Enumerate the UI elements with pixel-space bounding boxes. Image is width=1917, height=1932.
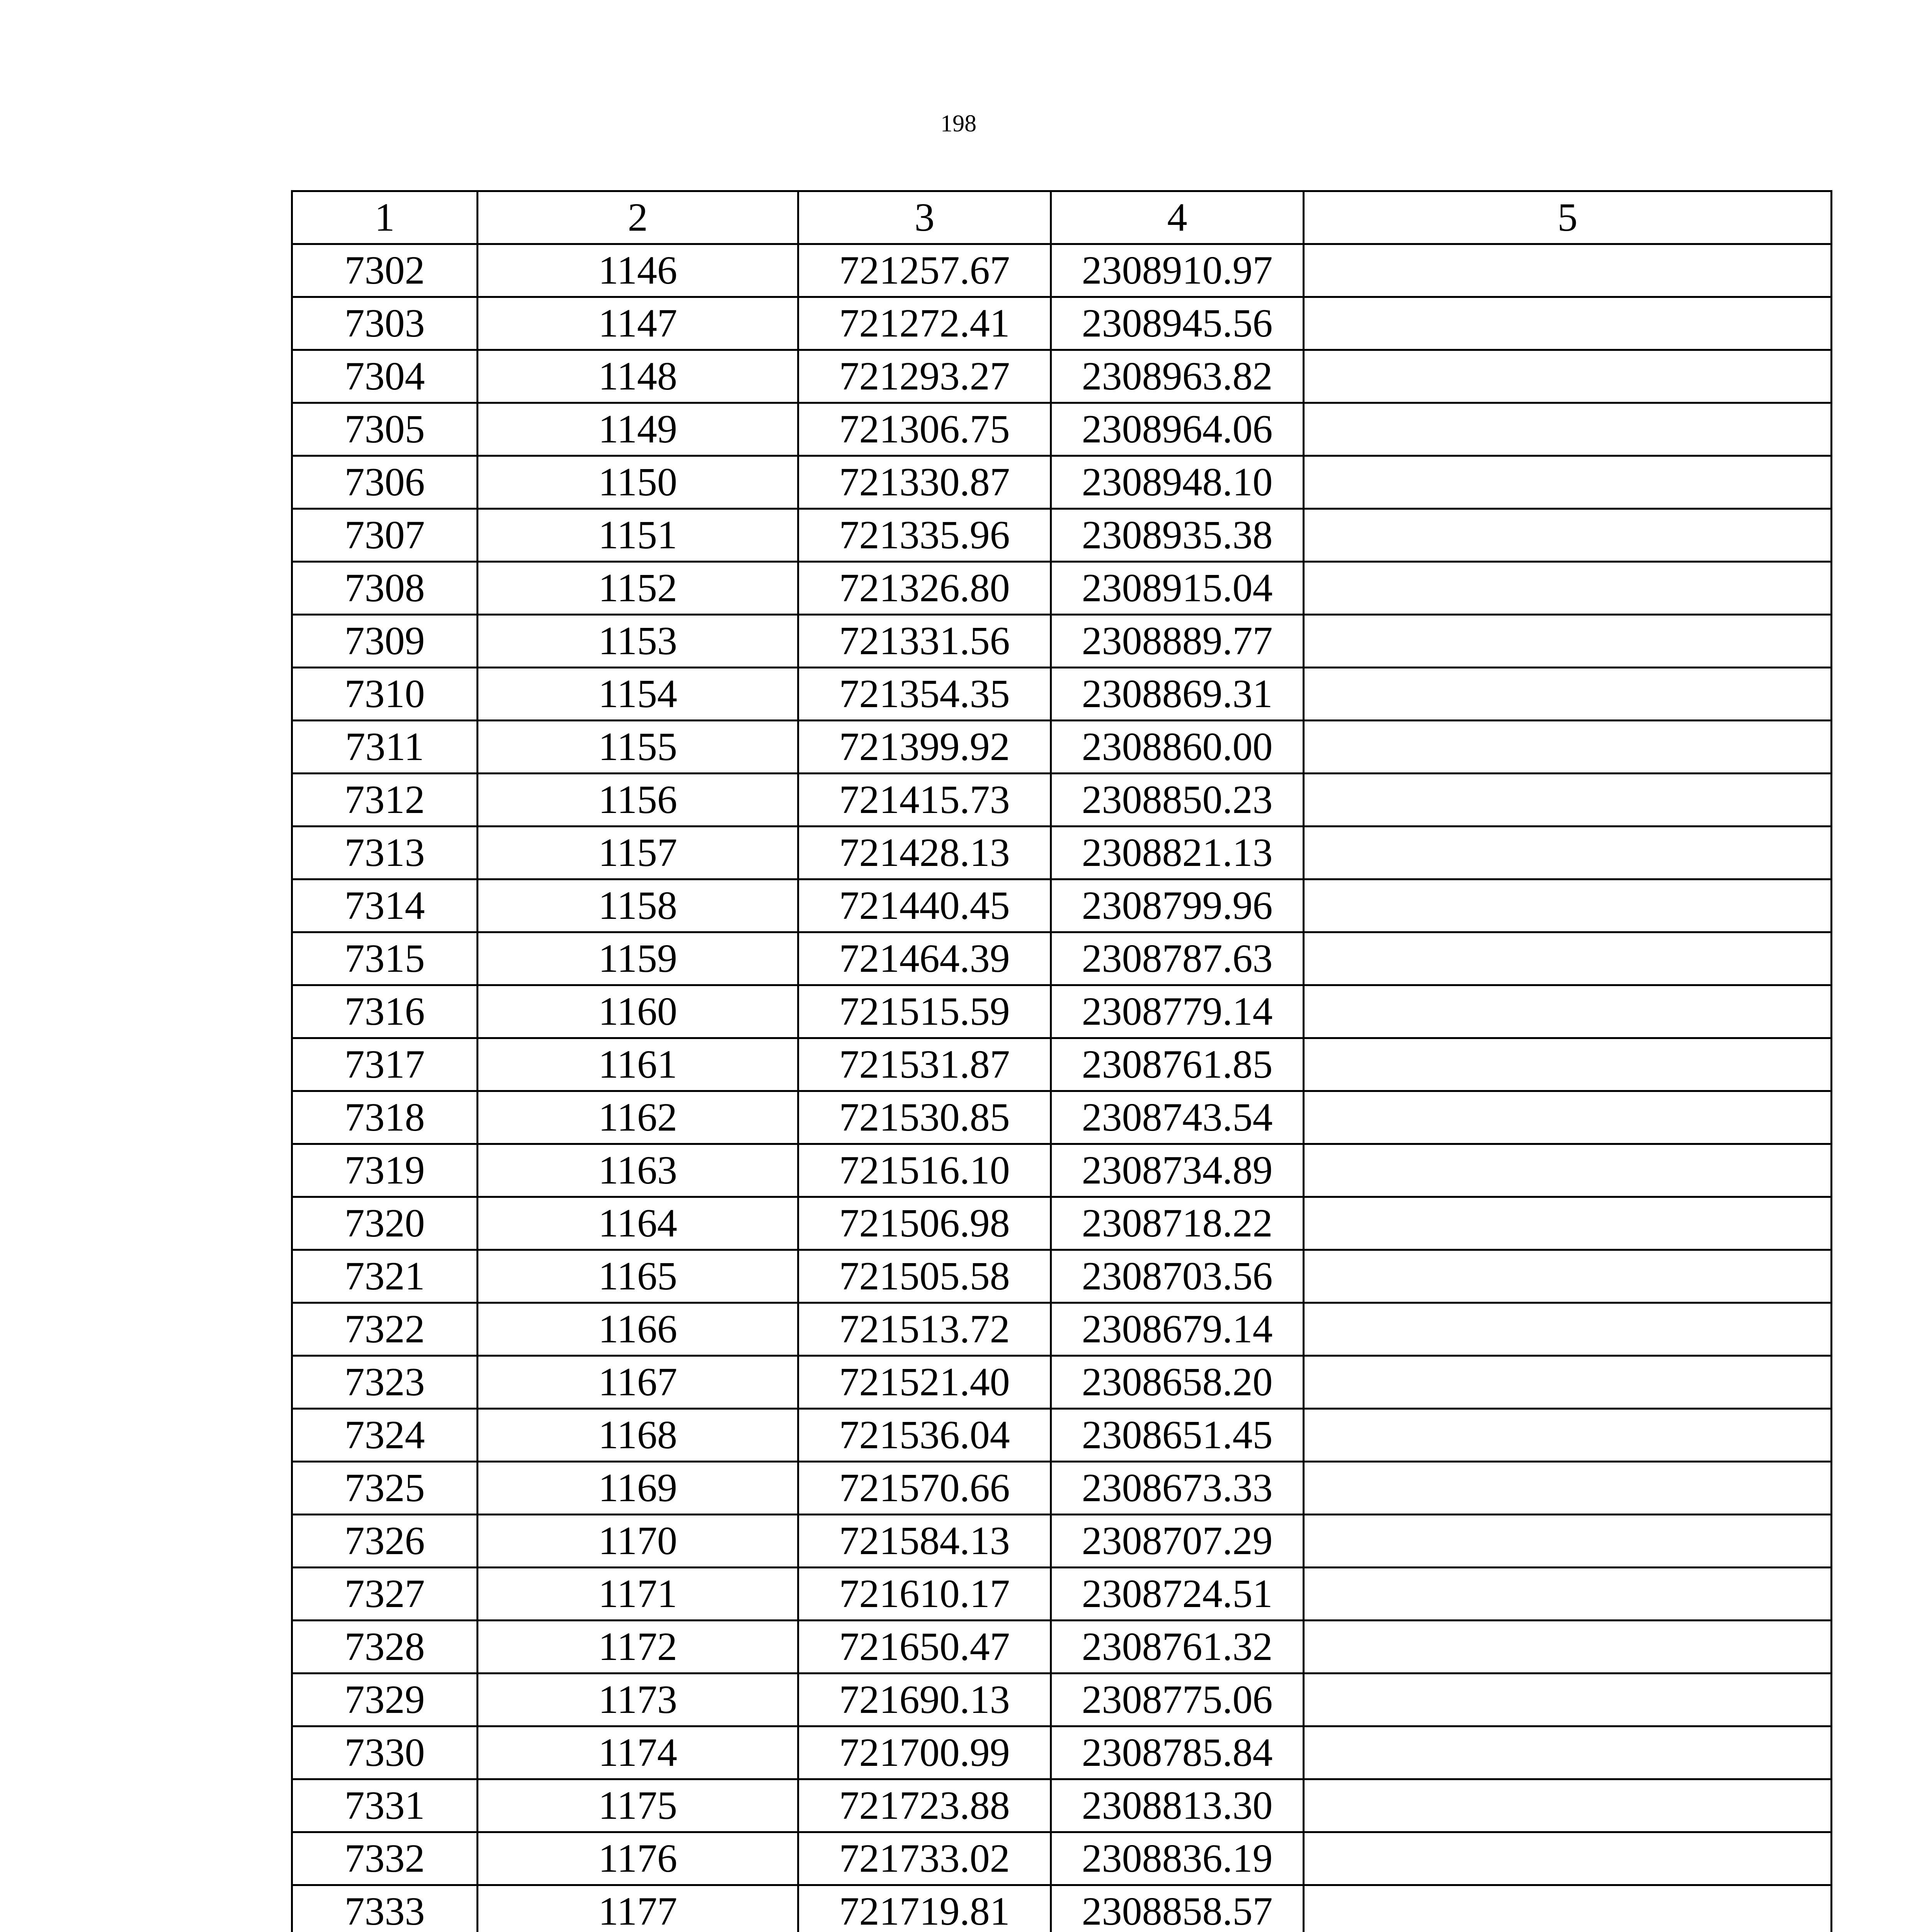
table-cell: 7303 [292, 297, 478, 350]
table-cell: 1162 [478, 1091, 798, 1144]
table-cell: 721440.45 [798, 879, 1051, 932]
table-cell: 7322 [292, 1303, 478, 1356]
table-cell: 1167 [478, 1356, 798, 1409]
table-cell: 2308775.06 [1051, 1673, 1304, 1726]
table-cell: 1164 [478, 1197, 798, 1250]
header-row [292, 191, 1832, 244]
table-cell [1304, 350, 1832, 403]
table-row [292, 1356, 1832, 1409]
table-cell [1304, 1726, 1832, 1779]
table-cell: 1161 [478, 1038, 798, 1091]
table-cell [1304, 562, 1832, 615]
table-cell: 1176 [478, 1832, 798, 1885]
table-cell [1304, 1621, 1832, 1673]
table-cell: 1148 [478, 350, 798, 403]
table-cell: 721584.13 [798, 1515, 1051, 1568]
table-row [292, 827, 1832, 879]
table-row [292, 562, 1832, 615]
table-cell: 721505.58 [798, 1250, 1051, 1303]
table-cell [1304, 932, 1832, 985]
table-cell: 1146 [478, 244, 798, 297]
table-cell: 1175 [478, 1779, 798, 1832]
table-cell: 7315 [292, 932, 478, 985]
table-cell [1304, 1568, 1832, 1621]
table-cell: 721272.41 [798, 297, 1051, 350]
table-cell: 2308945.56 [1051, 297, 1304, 350]
table-row [292, 1250, 1832, 1303]
table-cell: 2308964.06 [1051, 403, 1304, 456]
table-cell: 721690.13 [798, 1673, 1051, 1726]
table-cell: 1166 [478, 1303, 798, 1356]
table-cell [1304, 827, 1832, 879]
table-cell: 1170 [478, 1515, 798, 1568]
table-cell: 721521.40 [798, 1356, 1051, 1409]
table-row [292, 985, 1832, 1038]
table-row [292, 1779, 1832, 1832]
table-cell: 7328 [292, 1621, 478, 1673]
table-cell: 7314 [292, 879, 478, 932]
table-cell: 2308850.23 [1051, 774, 1304, 827]
table-cell: 7324 [292, 1409, 478, 1462]
table-cell: 721530.85 [798, 1091, 1051, 1144]
table-cell: 721531.87 [798, 1038, 1051, 1091]
table-cell: 2308836.19 [1051, 1832, 1304, 1885]
table-cell: 2308869.31 [1051, 668, 1304, 721]
table-cell: 721536.04 [798, 1409, 1051, 1462]
table-cell [1304, 774, 1832, 827]
table-cell [1304, 244, 1832, 297]
table-cell: 2308787.63 [1051, 932, 1304, 985]
table-row [292, 244, 1832, 297]
table-cell: 2308858.57 [1051, 1885, 1304, 1932]
table-cell: 2308948.10 [1051, 456, 1304, 509]
table-body [292, 244, 1832, 1932]
table-cell [1304, 1038, 1832, 1091]
table-row [292, 350, 1832, 403]
table-cell: 721257.67 [798, 244, 1051, 297]
table-row [292, 1832, 1832, 1885]
table-cell: 1160 [478, 985, 798, 1038]
table-cell: 7311 [292, 721, 478, 774]
table-cell: 2308799.96 [1051, 879, 1304, 932]
table-row [292, 1515, 1832, 1568]
table-cell: 2308734.89 [1051, 1144, 1304, 1197]
table-cell: 7318 [292, 1091, 478, 1144]
table-cell [1304, 509, 1832, 562]
table-cell: 721399.92 [798, 721, 1051, 774]
table-row [292, 932, 1832, 985]
header-cell: 2 [478, 191, 798, 244]
table-cell: 1158 [478, 879, 798, 932]
table-cell: 721354.35 [798, 668, 1051, 721]
table-row [292, 1303, 1832, 1356]
table-header [292, 191, 1832, 244]
table-cell: 721570.66 [798, 1462, 1051, 1515]
table-cell: 721506.98 [798, 1197, 1051, 1250]
table-row [292, 1568, 1832, 1621]
table-cell: 2308724.51 [1051, 1568, 1304, 1621]
table-cell: 7327 [292, 1568, 478, 1621]
table-cell: 721428.13 [798, 827, 1051, 879]
table-cell [1304, 1515, 1832, 1568]
table-cell: 721306.75 [798, 403, 1051, 456]
table-cell: 2308821.13 [1051, 827, 1304, 879]
table-cell: 1168 [478, 1409, 798, 1462]
table-cell: 721464.39 [798, 932, 1051, 985]
table-cell: 1173 [478, 1673, 798, 1726]
table-cell: 7309 [292, 615, 478, 668]
table-cell: 2308703.56 [1051, 1250, 1304, 1303]
table-cell: 2308910.97 [1051, 244, 1304, 297]
header-cell: 1 [292, 191, 478, 244]
table-cell: 2308779.14 [1051, 985, 1304, 1038]
table-cell: 1149 [478, 403, 798, 456]
table-cell: 721733.02 [798, 1832, 1051, 1885]
table-cell: 1165 [478, 1250, 798, 1303]
table-cell [1304, 297, 1832, 350]
table-cell [1304, 615, 1832, 668]
table-cell: 721513.72 [798, 1303, 1051, 1356]
table-row [292, 1091, 1832, 1144]
table-cell: 1157 [478, 827, 798, 879]
table-cell: 1172 [478, 1621, 798, 1673]
table-cell: 7323 [292, 1356, 478, 1409]
table-cell: 2308673.33 [1051, 1462, 1304, 1515]
table-cell [1304, 721, 1832, 774]
table-cell [1304, 403, 1832, 456]
table-cell [1304, 456, 1832, 509]
table-cell: 7317 [292, 1038, 478, 1091]
table-row [292, 509, 1832, 562]
table-cell: 7312 [292, 774, 478, 827]
table-row [292, 1462, 1832, 1515]
table-cell: 1159 [478, 932, 798, 985]
table-cell: 7304 [292, 350, 478, 403]
table-cell: 2308651.45 [1051, 1409, 1304, 1462]
table-cell: 1156 [478, 774, 798, 827]
table-cell: 1174 [478, 1726, 798, 1779]
header-cell: 5 [1304, 191, 1832, 244]
table-row [292, 668, 1832, 721]
table-cell: 2308761.32 [1051, 1621, 1304, 1673]
table-cell: 2308963.82 [1051, 350, 1304, 403]
table-cell: 7310 [292, 668, 478, 721]
table-row [292, 1144, 1832, 1197]
header-cell: 3 [798, 191, 1051, 244]
table-cell: 2308889.77 [1051, 615, 1304, 668]
table-cell: 721326.80 [798, 562, 1051, 615]
table-row [292, 1621, 1832, 1673]
table-cell: 1147 [478, 297, 798, 350]
table-cell: 1153 [478, 615, 798, 668]
page-number: 198 [941, 111, 976, 137]
table-cell: 721719.81 [798, 1885, 1051, 1932]
table-cell [1304, 1197, 1832, 1250]
table-cell: 7313 [292, 827, 478, 879]
table-cell: 721700.99 [798, 1726, 1051, 1779]
table-cell [1304, 1409, 1832, 1462]
table-cell: 1154 [478, 668, 798, 721]
table-cell: 1163 [478, 1144, 798, 1197]
table-cell: 7321 [292, 1250, 478, 1303]
table-cell: 1152 [478, 562, 798, 615]
table-cell: 721516.10 [798, 1144, 1051, 1197]
table-row [292, 1885, 1832, 1932]
table-cell: 2308707.29 [1051, 1515, 1304, 1568]
table-cell: 1155 [478, 721, 798, 774]
table-cell: 2308785.84 [1051, 1726, 1304, 1779]
table-cell [1304, 985, 1832, 1038]
table-cell: 7326 [292, 1515, 478, 1568]
table-cell: 7325 [292, 1462, 478, 1515]
table-row [292, 456, 1832, 509]
table-cell: 721723.88 [798, 1779, 1051, 1832]
table-cell: 7302 [292, 244, 478, 297]
table-cell [1304, 879, 1832, 932]
table-cell: 721293.27 [798, 350, 1051, 403]
table-row [292, 774, 1832, 827]
table-cell: 2308679.14 [1051, 1303, 1304, 1356]
table-cell: 1169 [478, 1462, 798, 1515]
table-cell: 7307 [292, 509, 478, 562]
table-cell [1304, 1091, 1832, 1144]
table-row [292, 1726, 1832, 1779]
table-cell: 7333 [292, 1885, 478, 1932]
table-cell: 1171 [478, 1568, 798, 1621]
table-cell: 721610.17 [798, 1568, 1051, 1621]
table-cell [1304, 1673, 1832, 1726]
table-cell: 7319 [292, 1144, 478, 1197]
table-cell: 1177 [478, 1885, 798, 1932]
table-cell: 2308915.04 [1051, 562, 1304, 615]
table-row [292, 1409, 1832, 1462]
table-cell [1304, 1303, 1832, 1356]
table-cell: 2308813.30 [1051, 1779, 1304, 1832]
table-cell [1304, 1144, 1832, 1197]
table-cell [1304, 1779, 1832, 1832]
coordinates-table [291, 190, 1832, 1932]
table-cell: 7306 [292, 456, 478, 509]
table-row [292, 403, 1832, 456]
table-cell: 2308743.54 [1051, 1091, 1304, 1144]
table-cell: 7308 [292, 562, 478, 615]
table-cell [1304, 1356, 1832, 1409]
table-cell: 7330 [292, 1726, 478, 1779]
table-row [292, 879, 1832, 932]
table-cell: 2308718.22 [1051, 1197, 1304, 1250]
header-cell: 4 [1051, 191, 1304, 244]
table-cell: 7305 [292, 403, 478, 456]
table-cell: 721335.96 [798, 509, 1051, 562]
table-row [292, 1673, 1832, 1726]
table-cell: 7320 [292, 1197, 478, 1250]
table-cell: 721330.87 [798, 456, 1051, 509]
table-cell: 1151 [478, 509, 798, 562]
table-cell: 721331.56 [798, 615, 1051, 668]
table-cell: 721515.59 [798, 985, 1051, 1038]
table-row [292, 721, 1832, 774]
table-cell [1304, 668, 1832, 721]
table-cell [1304, 1832, 1832, 1885]
table-row [292, 1197, 1832, 1250]
table-row [292, 615, 1832, 668]
table-cell [1304, 1250, 1832, 1303]
table-cell: 7329 [292, 1673, 478, 1726]
table-cell: 721650.47 [798, 1621, 1051, 1673]
table-cell [1304, 1462, 1832, 1515]
table-cell: 2308935.38 [1051, 509, 1304, 562]
table-cell: 2308761.85 [1051, 1038, 1304, 1091]
table-row [292, 297, 1832, 350]
table-cell: 2308658.20 [1051, 1356, 1304, 1409]
table-cell: 2308860.00 [1051, 721, 1304, 774]
table-cell [1304, 1885, 1832, 1932]
table-row [292, 1038, 1832, 1091]
table-cell: 7331 [292, 1779, 478, 1832]
table-cell: 7332 [292, 1832, 478, 1885]
table-cell: 7316 [292, 985, 478, 1038]
table-cell: 1150 [478, 456, 798, 509]
table-cell: 721415.73 [798, 774, 1051, 827]
